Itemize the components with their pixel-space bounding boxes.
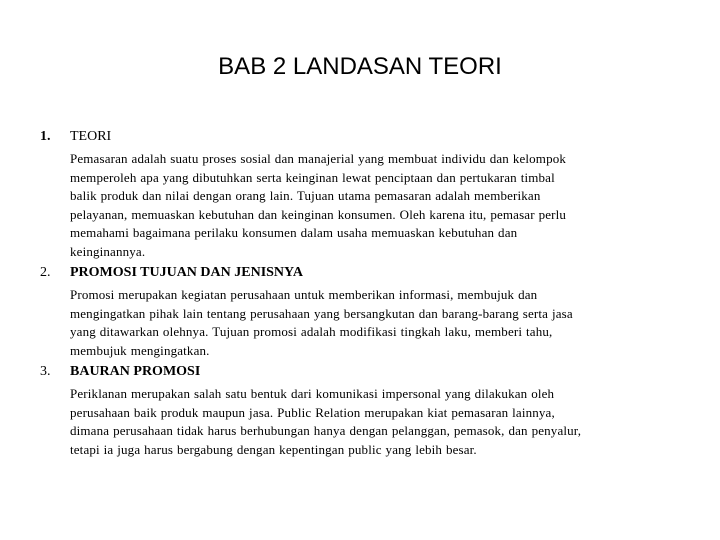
paragraph-line: perusahaan baik produk maupun jasa. Public Relation merupakan kiat pemasaran lainnya, <box>70 404 555 420</box>
paragraph-line: Promosi merupakan kegiatan perusahaan untuk memberikan informasi, membujuk dan <box>70 287 538 302</box>
section-number: 3. <box>40 364 51 379</box>
paragraph-line: memperoleh apa yang dibutuhkan serta keinginan lewat penciptaan dan pertukaran timbal <box>70 169 555 185</box>
paragraph-line: balik produk dan nilai dengan orang lain. Tujuan utama pemasaran adalah memberikan <box>70 188 541 203</box>
section-heading: BAURAN PROMOSI <box>70 364 201 379</box>
section-heading-row <box>40 362 690 382</box>
paragraph-line: mengingatkan pihak lain tentang perusahaan yang bersangkutan dan barang-barang serta jasa <box>70 305 573 321</box>
section-heading: TEORI <box>70 129 112 144</box>
section-paragraph <box>70 385 690 459</box>
section-paragraph <box>70 286 690 360</box>
paragraph-line: Periklanan merupakan salah satu bentuk dari komunikasi impersonal yang dilakukan oleh <box>70 386 555 401</box>
paragraph-line: memahami bagaimana perilaku konsumen dalam usaha memuaskan kebutuhan dan <box>70 225 518 240</box>
section-teori <box>40 127 690 261</box>
paragraph-line: dimana perusahaan tidak harus berhubungan hanya dengan pelanggan, pemasok, dan penyalur, <box>70 423 582 438</box>
paragraph-line: Pemasaran adalah suatu proses sosial dan manajerial yang membuat individu dan kelompok <box>70 151 567 166</box>
paragraph-line: yang ditawarkan olehnya. Tujuan promosi adalah modifikasi tingkah laku, memberi tahu, <box>70 324 553 339</box>
section-bauran-promosi <box>40 362 690 459</box>
page-title: BAB 2 LANDASAN TEORI <box>218 53 502 80</box>
paragraph-line: keinginannya. <box>70 243 146 259</box>
paragraph-line: pelayanan, memuaskan kebutuhan dan keinginan konsumen. Oleh karena itu, pemasar perlu <box>70 206 567 222</box>
section-paragraph <box>70 150 690 261</box>
paragraph-line: membujuk mengingatkan. <box>70 342 210 358</box>
content-list <box>40 127 690 461</box>
section-number: 1. <box>40 129 51 144</box>
section-heading-row <box>40 263 690 283</box>
section-heading: PROMOSI TUJUAN DAN JENISNYA <box>70 265 303 280</box>
section-number: 2. <box>40 265 51 280</box>
paragraph-line: tetapi ia juga harus bergabung dengan kepentingan public yang lebih besar. <box>70 441 477 457</box>
section-heading-row <box>40 127 690 147</box>
section-promosi <box>40 263 690 360</box>
